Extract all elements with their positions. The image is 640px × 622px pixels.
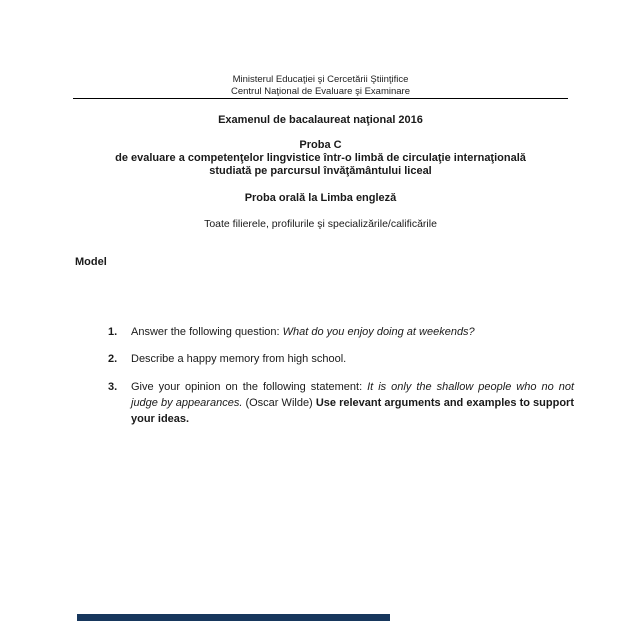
- exam-title: Examenul de bacalaureat naţional 2016: [218, 114, 423, 126]
- task-item-2: [108, 351, 574, 367]
- proba-description-line2: studiată pe parcursul învăţământului liceal: [209, 165, 432, 177]
- ministry-line: Ministerul Educaţiei şi Cercetării Ştiinţifice: [232, 74, 409, 85]
- proba-name: Proba C: [299, 139, 342, 151]
- task-text: [131, 351, 574, 367]
- tracks-line: Toate filierele, profilurile şi specializările/calificările: [204, 218, 437, 230]
- task-text: [131, 379, 574, 427]
- header-rule: [73, 98, 568, 99]
- subject-title: Proba orală la Limba engleză: [244, 192, 397, 204]
- proba-block: [73, 139, 568, 178]
- task-number: 2.: [108, 353, 118, 365]
- task-text-regular: Give your opinion on the following statement:: [131, 381, 368, 393]
- task-item-1: [108, 324, 574, 340]
- task-text-bold: Use relevant arguments and examples to support your ideas.: [131, 397, 574, 425]
- task-text-regular: Describe a happy memory from high school.: [131, 353, 347, 365]
- proba-description-line1: de evaluare a competenţelor lingvistice într-o limbă de circulaţie internaţională: [115, 152, 526, 164]
- task-text-after: (Oscar Wilde): [242, 397, 316, 409]
- task-text-italic: It is only the shallow people who no not judge by appearances.: [131, 381, 574, 409]
- task-text: [131, 324, 574, 340]
- task-text-italic: What do you enjoy doing at weekends?: [282, 326, 475, 338]
- task-text-regular: Answer the following question:: [131, 326, 283, 338]
- bottom-bar: [77, 614, 390, 621]
- task-number: 1.: [108, 326, 118, 338]
- task-item-3: [108, 379, 574, 427]
- ministry-header: [73, 74, 568, 97]
- evaluation-center-line: Centrul Naţional de Evaluare şi Examinare: [230, 85, 410, 97]
- model-label: Model: [75, 256, 107, 268]
- task-number: 3.: [108, 381, 118, 393]
